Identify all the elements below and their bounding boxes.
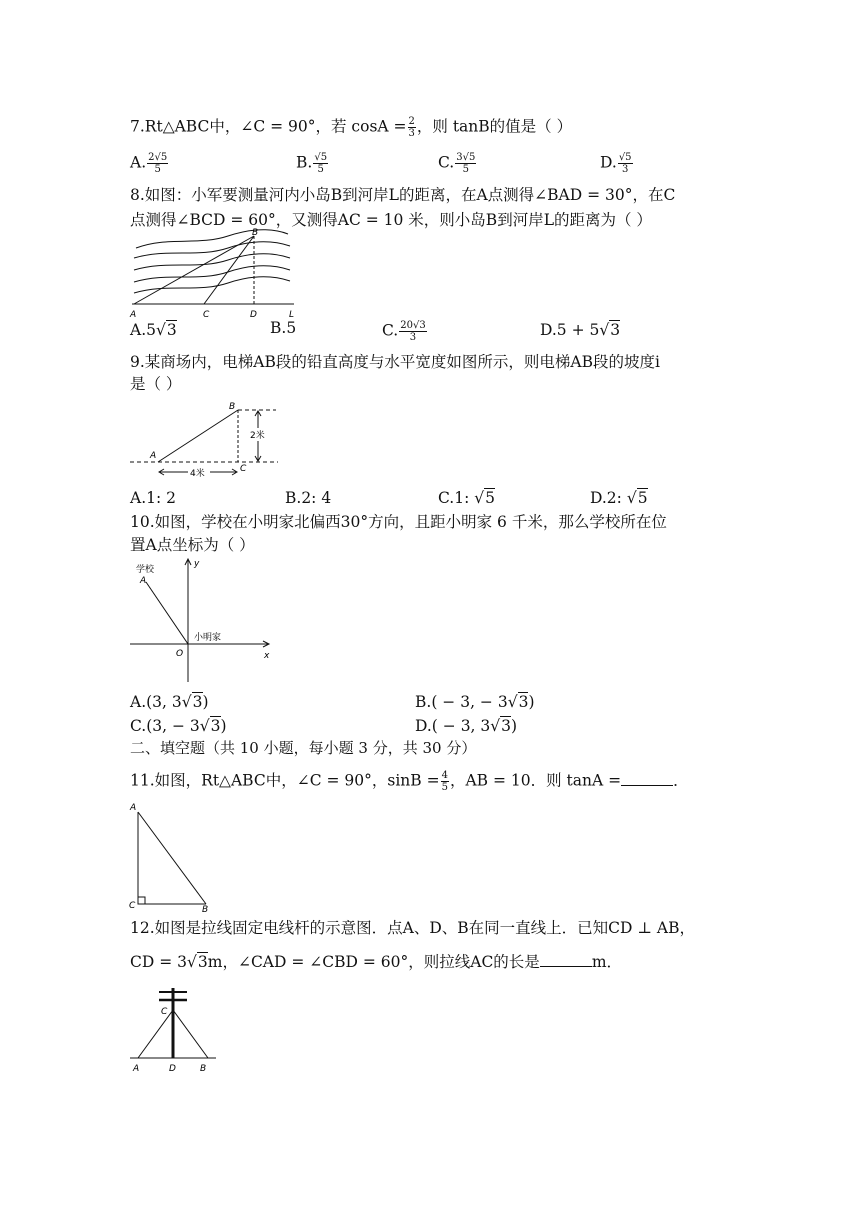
q11-stem-fraction bbox=[441, 770, 449, 793]
q7-frac-num: 2 bbox=[408, 116, 415, 127]
q10-option-c-text: C.(3, − 3 bbox=[130, 717, 200, 735]
q12-cd-text: CD = 3 bbox=[130, 953, 187, 971]
q7-option-c bbox=[438, 152, 477, 175]
q11-frac-den: 5 bbox=[441, 782, 448, 793]
q10-option-d bbox=[415, 716, 517, 736]
q10-label-x: x bbox=[264, 651, 270, 661]
q7-option-c-letter: C. bbox=[438, 153, 455, 172]
q8-river-wave-2 bbox=[134, 242, 290, 258]
q7-option-b-num: √5 bbox=[314, 152, 328, 163]
q12-answer-blank[interactable] bbox=[540, 952, 592, 967]
q8-option-c-fraction bbox=[399, 320, 426, 343]
q9-stem-line1: 9.某商场内，电梯AB段的铅直高度与水平宽度如图所示，则电梯AB段的坡度i bbox=[130, 353, 660, 371]
q10-option-a-text: A.(3, 3 bbox=[130, 693, 182, 711]
q9-option-d-sqrt bbox=[627, 489, 637, 507]
q10-option-d-sqrt bbox=[490, 717, 500, 735]
q8-option-a-text: A.5 bbox=[130, 321, 156, 339]
q12-wire-bc bbox=[173, 1010, 208, 1058]
q9-option-b: B.2: 4 bbox=[285, 489, 332, 507]
q8-option-a bbox=[130, 320, 177, 340]
q10-option-b-radicand: 3 bbox=[518, 693, 529, 711]
q11-answer-blank[interactable] bbox=[621, 771, 673, 786]
q12-stem-end: m． bbox=[591, 953, 623, 971]
q10-label-a: A bbox=[140, 576, 147, 586]
q8-label-c: C bbox=[203, 310, 210, 320]
q9-option-d-radicand: 5 bbox=[637, 489, 648, 507]
q7-option-b-letter: B. bbox=[296, 153, 313, 172]
q11-label-c: C bbox=[129, 901, 136, 911]
q10-label-home: 小明家 bbox=[194, 633, 222, 643]
q10-option-c-radicand: 3 bbox=[210, 717, 221, 735]
q8-label-d: D bbox=[250, 310, 257, 320]
q7-stem bbox=[130, 116, 572, 139]
q7-stem-text: Rt△ABC中，∠C = 90°，若 cosA = bbox=[144, 117, 407, 136]
q8-option-c-letter: C. bbox=[382, 321, 399, 340]
q7-option-c-num: 3√5 bbox=[456, 152, 476, 163]
q11-stem-middle: ，AB = 10．则 tanA = bbox=[449, 771, 622, 790]
q8-label-l: L bbox=[289, 310, 295, 320]
q8-option-d bbox=[540, 320, 620, 340]
q10-label-y: y bbox=[194, 559, 200, 569]
q9-option-c-sqrt bbox=[474, 489, 484, 507]
q8-stem-line1: 8.如图：小军要测量河内小岛B到河岸L的距离，在A点测得∠BAD = 30°，在C bbox=[130, 186, 676, 204]
q8-label-b: B bbox=[252, 228, 259, 238]
q11-stem-end: ． bbox=[673, 771, 689, 790]
q9-label-height: 2米 bbox=[250, 431, 265, 441]
q8-option-c-num: 20√3 bbox=[400, 320, 426, 331]
q10-option-a-radicand: 3 bbox=[192, 693, 203, 711]
q7-option-d-den: 3 bbox=[621, 164, 629, 175]
q10-stem-line2: 置A点坐标为（ ） bbox=[130, 536, 255, 554]
q8-river-wave-4 bbox=[134, 266, 290, 282]
q8-option-c-den: 3 bbox=[409, 332, 417, 343]
q7-option-a bbox=[130, 152, 169, 175]
q9-option-c bbox=[438, 488, 495, 508]
q10-label-school: 学校 bbox=[136, 565, 155, 575]
q7-option-b-fraction bbox=[313, 152, 328, 175]
q10-option-a bbox=[130, 692, 209, 712]
q8-option-d-sqrt bbox=[599, 321, 609, 339]
q11-stem bbox=[130, 770, 689, 793]
q7-option-a-fraction bbox=[147, 152, 168, 175]
q10-option-c-sqrt bbox=[200, 717, 210, 735]
q8-figure bbox=[128, 226, 308, 321]
q8-label-a: A bbox=[130, 310, 137, 320]
q10-figure bbox=[128, 556, 278, 684]
q10-option-a-close: ) bbox=[202, 693, 209, 711]
q8-option-d-radicand: 3 bbox=[610, 321, 621, 339]
q7-stem-end: ，则 tanB的值是（ ） bbox=[416, 117, 573, 136]
q7-option-c-den: 5 bbox=[462, 164, 469, 175]
q9-option-c-radicand: 5 bbox=[485, 489, 496, 507]
q9-label-width: 4米 bbox=[190, 469, 205, 479]
q7-option-b-den: 5 bbox=[317, 164, 324, 175]
q10-option-c bbox=[130, 716, 227, 736]
q10-option-b-sqrt bbox=[508, 693, 518, 711]
q10-option-a-sqrt bbox=[182, 693, 192, 711]
q9-option-d-text: D.2: bbox=[590, 489, 627, 507]
q10-label-o: O bbox=[176, 649, 184, 659]
q10-option-b bbox=[415, 692, 535, 712]
q8-stem-line2: 点测得∠BCD = 60°，又测得AC = 10 米，则小岛B到河岸L的距离为（ ） bbox=[130, 211, 652, 229]
q8-option-d-text: D.5 + 5 bbox=[540, 321, 600, 339]
q7-number: 7. bbox=[130, 117, 145, 136]
q10-option-d-radicand: 3 bbox=[501, 717, 512, 735]
q12-stem-line2 bbox=[130, 952, 622, 972]
q12-label-c: C bbox=[161, 1007, 168, 1017]
q7-option-a-num: 2√5 bbox=[148, 152, 168, 163]
q11-label-b: B bbox=[202, 905, 209, 912]
q11-figure bbox=[126, 800, 226, 912]
q12-figure bbox=[128, 984, 224, 1078]
q10-option-b-close: ) bbox=[528, 693, 535, 711]
q7-option-a-letter: A. bbox=[130, 153, 147, 172]
q12-stem-line1: 12.如图是拉线固定电线杆的示意图．点A、D、B在同一直线上．已知CD ⊥ AB， bbox=[130, 919, 695, 937]
q7-option-d-fraction bbox=[618, 152, 633, 175]
q7-stem-fraction bbox=[408, 116, 416, 139]
q10-stem-line1: 10.如图，学校在小明家北偏西30°方向，且距小明家 6 千米，那么学校所在位 bbox=[130, 513, 667, 531]
q9-label-b: B bbox=[229, 402, 236, 412]
q8-option-c bbox=[382, 320, 428, 343]
q12-stem-middle: m，∠CAD = ∠CBD = 60°，则拉线AC的长是 bbox=[207, 953, 540, 971]
q10-option-d-text: D.( − 3, 3 bbox=[415, 717, 491, 735]
q12-label-b: B bbox=[200, 1064, 207, 1074]
q9-slope-ab bbox=[158, 410, 238, 462]
q11-right-angle-mark bbox=[138, 897, 145, 904]
q7-option-d-num: √5 bbox=[618, 152, 632, 163]
q9-label-c: C bbox=[240, 464, 247, 474]
q12-label-d: D bbox=[169, 1064, 176, 1074]
q8-option-b: B.5 bbox=[270, 319, 297, 337]
q8-river-wave-1 bbox=[136, 230, 288, 248]
q9-stem-line2: 是（ ） bbox=[130, 375, 182, 393]
q7-frac-den: 3 bbox=[408, 128, 415, 139]
section2-title: 二、填空题（共 10 小题，每小题 3 分，共 30 分） bbox=[130, 739, 477, 757]
q9-option-d bbox=[590, 488, 648, 508]
q7-option-b bbox=[296, 152, 329, 175]
q9-label-a: A bbox=[150, 451, 157, 461]
q11-side-ab bbox=[138, 812, 206, 904]
q12-wire-ac bbox=[138, 1010, 173, 1058]
q10-option-d-close: ) bbox=[511, 717, 518, 735]
q11-stem-text: 11.如图，Rt△ABC中，∠C = 90°，sinB = bbox=[130, 771, 440, 790]
q10-line-oa bbox=[146, 582, 188, 644]
q10-option-b-text: B.( − 3, − 3 bbox=[415, 693, 508, 711]
q12-cd-sqrt bbox=[187, 953, 197, 971]
q8-river-wave-3 bbox=[134, 254, 290, 270]
q7-option-d bbox=[600, 152, 634, 175]
q11-frac-num: 4 bbox=[441, 770, 448, 781]
q12-cd-radicand: 3 bbox=[197, 953, 208, 971]
q9-option-c-text: C.1: bbox=[438, 489, 475, 507]
q7-option-d-letter: D. bbox=[600, 153, 617, 172]
q12-label-a: A bbox=[133, 1064, 140, 1074]
q8-line-cb bbox=[204, 236, 254, 304]
q11-label-a: A bbox=[130, 803, 137, 813]
q7-option-c-fraction bbox=[455, 152, 476, 175]
q9-option-a: A.1: 2 bbox=[130, 489, 176, 507]
q7-option-a-den: 5 bbox=[154, 164, 161, 175]
q10-option-c-close: ) bbox=[220, 717, 227, 735]
q8-option-a-sqrt bbox=[156, 321, 166, 339]
q9-figure bbox=[128, 398, 288, 482]
q8-option-a-radicand: 3 bbox=[166, 321, 177, 339]
